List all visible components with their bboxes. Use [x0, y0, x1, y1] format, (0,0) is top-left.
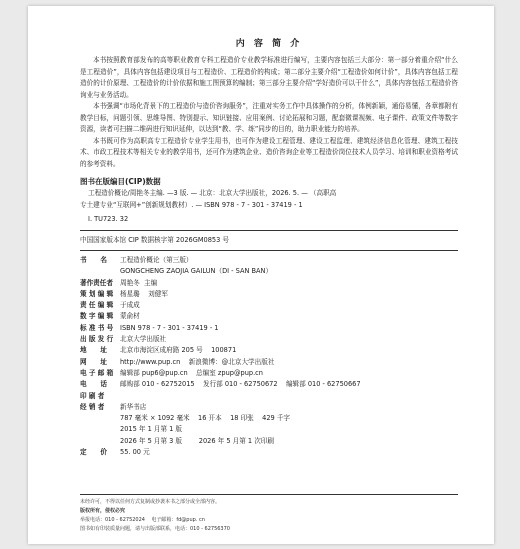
detail-row — [80, 278, 458, 289]
detail-label: 印 刷 者 — [80, 391, 105, 400]
detail-row — [80, 289, 458, 300]
detail-value: 北京市海淀区成府路 205 号 100871 — [120, 346, 237, 355]
detail-value: 蒙俞材 — [120, 312, 140, 321]
quality-contact: 图书如有印装质量问题，请与出版部联系，电话：010 - 62756370 — [80, 526, 230, 532]
cip-record-number: 中国国家版本馆 CIP 数据核字第 2026GM0853 号 — [80, 235, 229, 244]
detail-row — [80, 345, 458, 356]
divider — [80, 230, 458, 231]
detail-value: 2026 年 5 月第 3 版 2026 年 5 月第 1 次印刷 — [120, 436, 275, 445]
detail-value: 工程造价概论（第三版） — [120, 256, 193, 264]
detail-label — [80, 436, 120, 447]
detail-label: 责 任 编 辑 — [80, 301, 114, 310]
detail-row — [80, 424, 458, 435]
detail-value — [120, 391, 458, 402]
detail-row — [80, 368, 458, 379]
detail-label: 著作责任者 — [80, 278, 113, 287]
detail-label: 电 子 邮 箱 — [80, 368, 114, 377]
detail-label: 数 字 编 辑 — [80, 312, 114, 321]
detail-row — [80, 447, 458, 458]
detail-row — [80, 402, 458, 413]
detail-value: 2015 年 1 月第 1 版 — [120, 425, 183, 434]
detail-value: GONGCHENG ZAOJIA GAILUN（DI - SAN BAN） — [120, 267, 273, 276]
rights-reserved: 版权所有，侵权必究 — [80, 508, 126, 514]
detail-value: 787 毫米 × 1092 毫米 16 开本 18 印张 429 千字 — [120, 414, 291, 423]
copyright-notice: 未经许可，不得以任何方式复制或抄袭本书之部分或全部内容。 — [80, 499, 221, 505]
cip-classification: Ⅰ. TU723. 32 — [88, 215, 129, 223]
detail-label: 经 销 者 — [80, 402, 105, 411]
detail-label: 书 名 — [80, 256, 107, 264]
intro-paragraph: 本书按照教育部发布的高等职业教育专科工程造价专业教学标准进行编写，主要内容包括三大部分：第一部分着重介绍“什么是工程造价”，具体内容包括建设项目与工程造价、工程造价的构成；第二部分主要介绍“工程造价如何计价”，具体内容包括工程造价的计价原理、工程造价的计价依据和施工图预算的编制；第三部分主要介绍“学好造价可以干什么”，具体内容包括工程造价咨询业与业务活动。 — [80, 56, 458, 99]
page-title: 内 容 简 介 — [235, 39, 303, 49]
detail-value: 新华书店 — [120, 402, 147, 411]
detail-label: 定 价 — [80, 448, 107, 457]
detail-label — [80, 413, 120, 424]
detail-value: 编辑部 pup6@pup.cn 总编室 zpup@pup.cn — [120, 368, 263, 377]
detail-row — [80, 334, 458, 345]
detail-label — [80, 266, 120, 277]
detail-label: 标 准 书 号 — [80, 323, 114, 332]
detail-row — [80, 323, 458, 334]
footer-divider — [80, 494, 458, 495]
detail-row — [80, 357, 458, 368]
detail-value: 55. 00 元 — [120, 448, 150, 457]
divider — [80, 250, 458, 251]
detail-label: 策 划 编 辑 — [80, 289, 114, 298]
detail-label: 出 版 发 行 — [80, 335, 114, 344]
copyright-footer — [80, 494, 458, 534]
detail-value: 北京大学出版社 — [120, 335, 167, 344]
detail-row — [80, 300, 458, 311]
detail-label: 电 话 — [80, 380, 107, 389]
detail-row — [80, 255, 458, 266]
book-page — [28, 6, 494, 544]
detail-value: 于成成 — [120, 301, 140, 310]
detail-row — [80, 391, 458, 402]
intro-paragraph: 本书强调“市场化背景下的工程造价与造价咨询服务”，注重对实务工作中具体操作的分析，体例新颖，通俗易懂，各章都附有教学目标，问题引领、思维导图、特别提示、知识链接、应用案例、讨论拓展和习题，配套微课视频、电子课件、政策文件等数字资源，读者可扫描二维码进行知识延伸，以达到“教、学、练”同步的目的，助力职业能力的培养。 — [80, 102, 458, 133]
intro-paragraph: 本书既可作为高职高专工程造价专业学生用书，也可作为建设工程管理、建设工程监理、建筑经济信息化管理、建筑工程技术、市政工程技术等相关专业的教学用书，还可作为建筑企业、造价咨询企业等工程造价岗位技术人员学习、培训和职业资格考试的参考资料。 — [80, 136, 458, 168]
cip-entry-continued: 专土建专业“互联网+”创新规划教材）. — ISBN 978 - 7 - 301 - 37419 - 1 — [80, 200, 303, 209]
detail-row — [80, 413, 458, 424]
detail-value: 周艳冬 主编 — [120, 278, 158, 287]
detail-label — [80, 424, 120, 435]
publication-details — [80, 255, 458, 458]
detail-value: 杨星璐 刘健军 — [120, 289, 168, 298]
detail-row — [80, 436, 458, 447]
detail-row — [80, 266, 458, 277]
report-contact: 举报电话：010 - 62752024 电子邮箱：fd@pup. cn — [80, 517, 205, 523]
detail-row — [80, 311, 458, 322]
detail-value: ISBN 978 - 7 - 301 - 37419 - 1 — [120, 323, 219, 332]
cip-heading: 图书在版编目(CIP)数据 — [80, 177, 161, 186]
detail-value: http://www.pup.cn 新浪微博：@北京大学出版社 — [120, 357, 275, 366]
detail-value: 邮购部 010 - 62752015 发行部 010 - 62750672 编辑部 010 - 62750667 — [120, 380, 361, 389]
detail-label: 网 址 — [80, 357, 107, 366]
detail-label: 地 址 — [80, 346, 107, 355]
detail-row — [80, 379, 458, 390]
page-content — [80, 36, 458, 458]
cip-entry: 工程造价概论/周艳冬主编. —3 版. — 北京：北京大学出版社，2026. 5. — （高职高 — [88, 189, 337, 197]
